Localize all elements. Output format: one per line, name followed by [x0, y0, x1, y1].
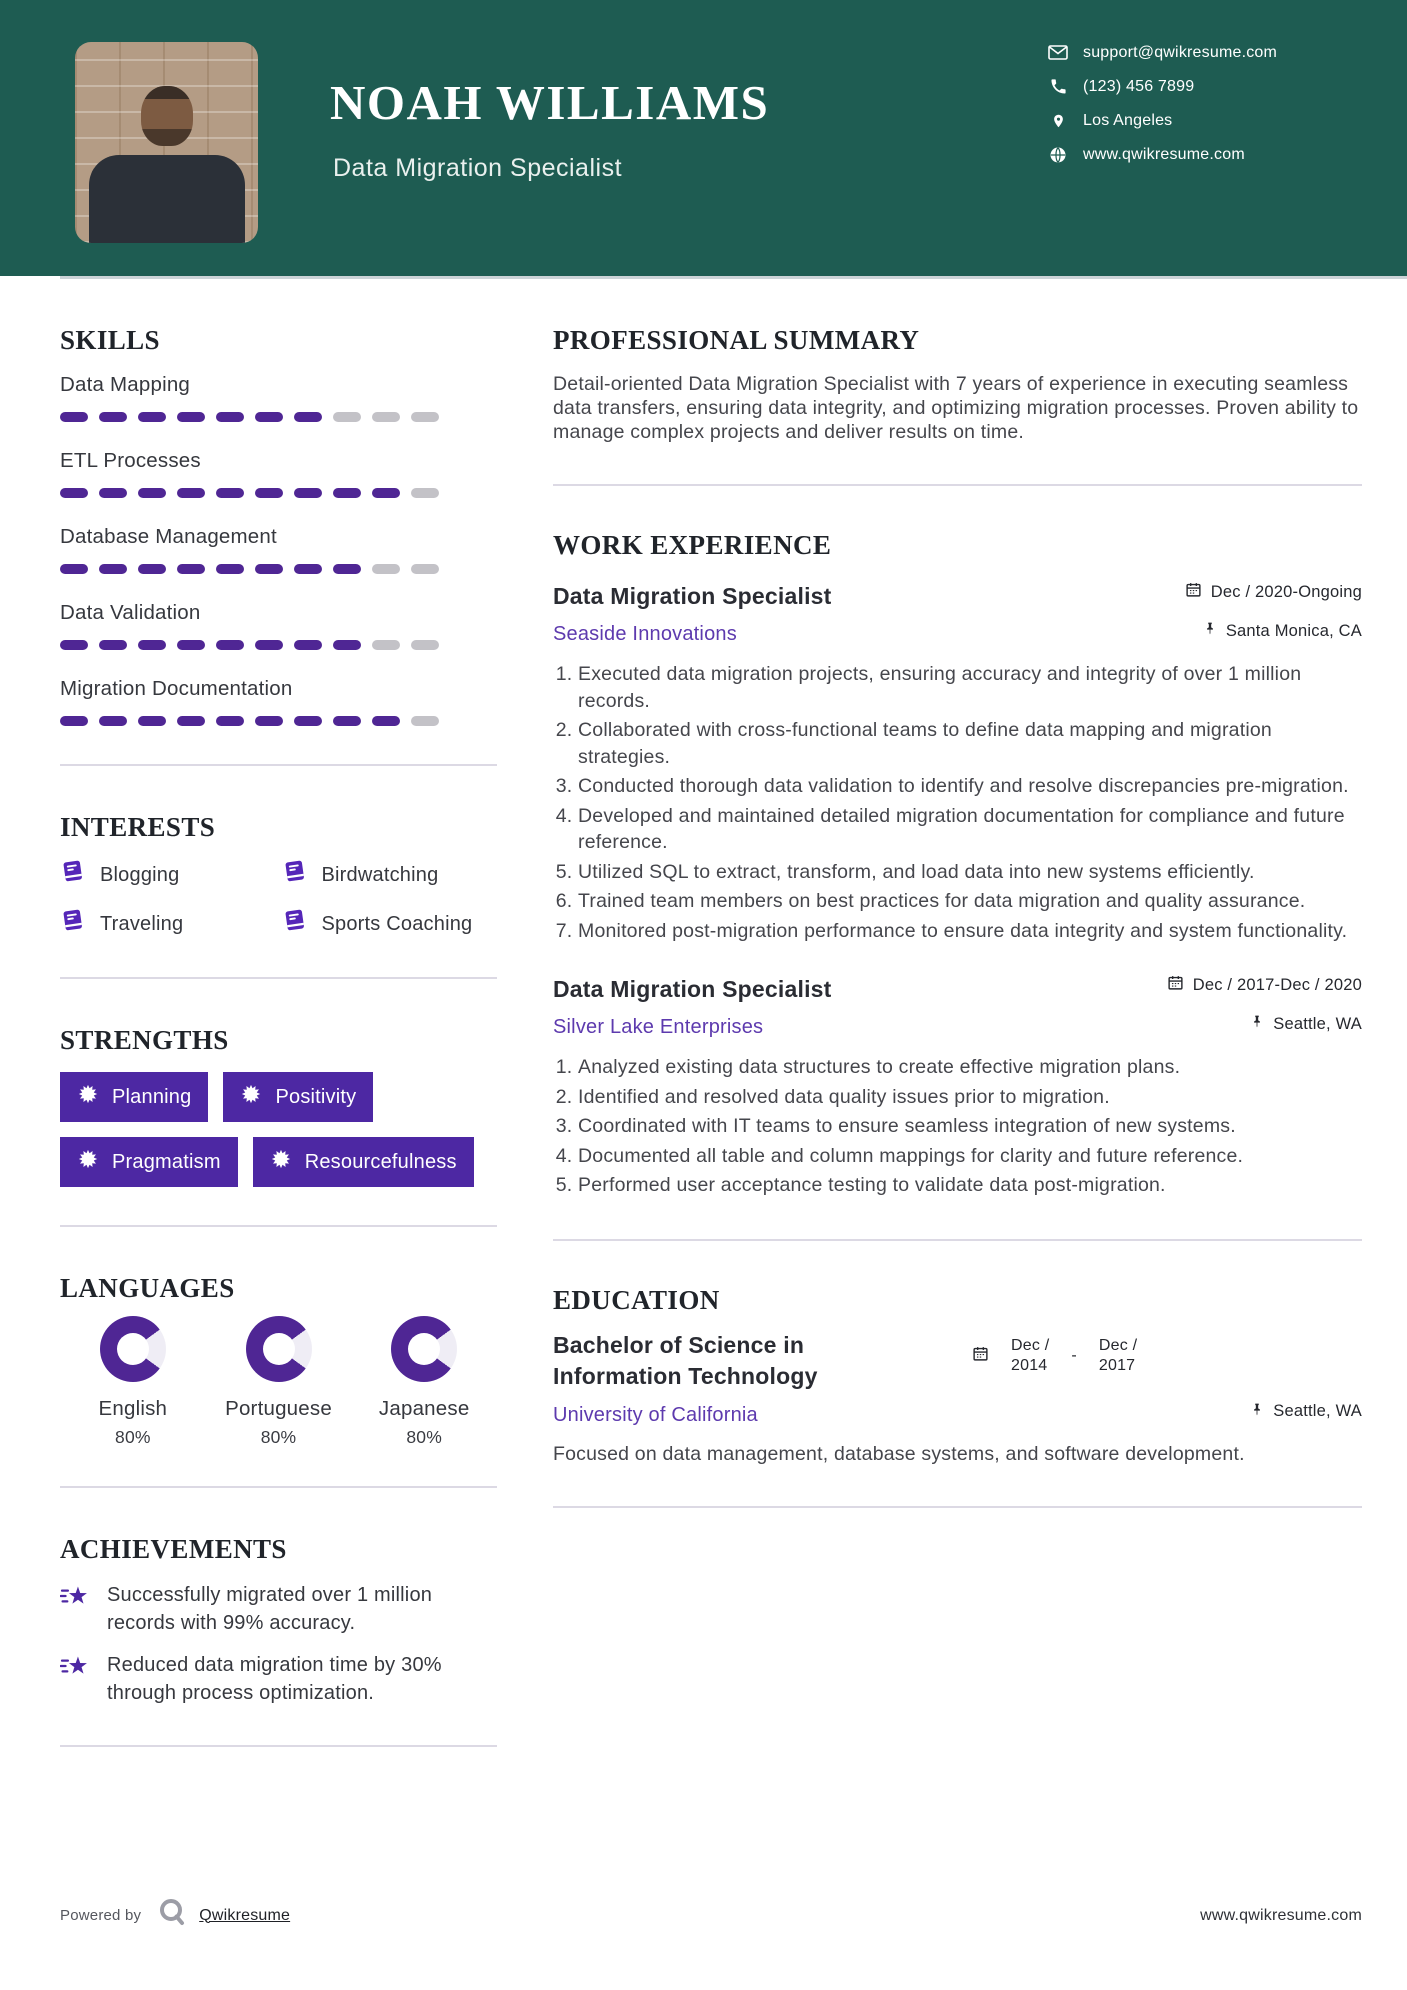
skill-dash-filled	[177, 564, 205, 574]
skill-item	[60, 372, 497, 422]
contact-list	[1048, 42, 1277, 178]
job-bullet: 6. Trained team members on best practices for data migration and quality assurance.	[578, 888, 1362, 915]
section-divider	[553, 1506, 1362, 1508]
skill-dash-filled	[177, 488, 205, 498]
experience-section	[553, 530, 1362, 1199]
language-donut	[246, 1316, 312, 1382]
skill-dash-filled	[294, 640, 322, 650]
section-divider	[60, 1745, 497, 1747]
strength-badge	[253, 1137, 474, 1187]
interest-item	[282, 908, 498, 939]
skill-dash-empty	[411, 716, 439, 726]
language-name: Japanese	[378, 1397, 470, 1420]
job-entry	[553, 581, 1362, 944]
skill-dash-filled	[216, 716, 244, 726]
skill-dash-filled	[255, 716, 283, 726]
skill-dash-filled	[255, 412, 283, 422]
skill-level-bar	[60, 488, 497, 498]
language-donut	[391, 1316, 457, 1382]
skill-dash-filled	[60, 564, 88, 574]
education-heading: EDUCATION	[553, 1284, 720, 1315]
summary-heading: PROFESSIONAL SUMMARY	[553, 325, 920, 355]
book-icon	[60, 859, 85, 890]
skill-level-bar	[60, 716, 497, 726]
pushpin-icon	[1203, 621, 1217, 641]
skill-dash-empty	[372, 412, 400, 422]
job-location-text: Santa Monica, CA	[1225, 621, 1362, 640]
skill-dash-filled	[60, 412, 88, 422]
interest-item	[282, 859, 498, 890]
skill-dash-filled	[333, 640, 361, 650]
skill-dash-filled	[255, 488, 283, 498]
achievement-item	[60, 1581, 497, 1637]
section-divider	[553, 1239, 1362, 1241]
skill-dash-filled	[60, 488, 88, 498]
skill-item	[60, 676, 497, 726]
languages-list	[60, 1316, 497, 1448]
language-item	[206, 1316, 352, 1448]
job-title: Data Migration Specialist	[553, 976, 832, 1002]
strength-badges	[60, 1072, 497, 1187]
calendar-icon	[1185, 581, 1202, 603]
job-location	[1203, 621, 1362, 641]
strength-badge	[223, 1072, 373, 1122]
phone-icon	[1048, 78, 1068, 95]
right-column	[553, 276, 1362, 1793]
language-name: Portuguese	[225, 1397, 332, 1420]
starburst-icon	[77, 1083, 99, 1111]
skill-level-bar	[60, 564, 497, 574]
skill-dash-empty	[411, 564, 439, 574]
job-location-text: Seattle, WA	[1273, 1014, 1362, 1033]
interest-label: Sports Coaching	[321, 912, 473, 935]
skill-dash-filled	[99, 640, 127, 650]
pushpin-icon	[1250, 1402, 1264, 1422]
education-date-start	[1011, 1336, 1049, 1376]
strength-label: Pragmatism	[112, 1150, 221, 1173]
qwikresume-logo-icon	[157, 1897, 187, 1934]
contact-website	[1048, 144, 1277, 165]
shooting-star-icon	[60, 1651, 90, 1707]
job-location	[1250, 1014, 1362, 1034]
job-bullet: 7. Monitored post-migration performance to ensure data integrity and system functionality.	[578, 918, 1362, 945]
contact-website-text: www.qwikresume.com	[1083, 145, 1245, 163]
qwikresume-brand-link[interactable]: Qwikresume	[199, 1906, 291, 1924]
skill-dash-filled	[255, 640, 283, 650]
skill-dash-filled	[294, 412, 322, 422]
contact-phone	[1048, 76, 1277, 97]
skill-dash-filled	[138, 716, 166, 726]
education-date-end	[1099, 1336, 1137, 1376]
language-item	[60, 1316, 206, 1448]
starburst-icon	[270, 1148, 292, 1176]
language-item	[351, 1316, 497, 1448]
skill-dash-filled	[294, 564, 322, 574]
achievement-text: Successfully migrated over 1 million records with 99% accuracy.	[107, 1584, 433, 1634]
skill-dash-filled	[99, 716, 127, 726]
header	[0, 0, 1407, 276]
starburst-icon	[77, 1148, 99, 1176]
section-divider	[60, 764, 497, 766]
skill-dash-empty	[411, 640, 439, 650]
skill-dash-filled	[333, 488, 361, 498]
skill-item	[60, 600, 497, 650]
pushpin-icon	[1250, 1014, 1264, 1034]
strength-label: Resourcefulness	[304, 1150, 457, 1173]
education-section	[553, 1285, 1362, 1466]
job-dates	[1185, 581, 1362, 603]
skill-dash-filled	[333, 564, 361, 574]
calendar-icon	[972, 1345, 989, 1367]
skill-dash-filled	[372, 716, 400, 726]
skill-dash-filled	[99, 412, 127, 422]
education-dates	[972, 1330, 1137, 1376]
summary-text: Detail-oriented Data Migration Specialist with 7 years of experience in executing seamless data transfers, ensuring data integrity, and optimizing migration processes. Proven ability to manage complex projects and deliver results on time.	[553, 373, 1359, 443]
languages-section	[60, 1273, 497, 1448]
interest-item	[60, 908, 276, 939]
contact-email-text: support@qwikresume.com	[1083, 43, 1278, 61]
job-bullet: 1. Analyzed existing data structures to create effective migration plans.	[578, 1054, 1362, 1081]
experience-heading: WORK EXPERIENCE	[553, 530, 832, 560]
skill-dash-filled	[216, 564, 244, 574]
education-date-start-month: Dec /	[1011, 1336, 1050, 1354]
profile-photo	[75, 42, 258, 243]
skill-dash-filled	[216, 640, 244, 650]
job-bullet: 5. Utilized SQL to extract, transform, and load data into new systems efficiently.	[578, 859, 1362, 886]
job-dates-text: Dec / 2017-Dec / 2020	[1192, 975, 1362, 994]
education-date-separator: -	[1071, 1346, 1077, 1364]
skill-dash-filled	[177, 716, 205, 726]
book-icon	[60, 908, 85, 939]
globe-icon	[1048, 146, 1068, 164]
interest-label: Blogging	[100, 863, 180, 886]
language-percent: 80%	[406, 1427, 442, 1447]
skill-dash-filled	[333, 716, 361, 726]
job-bullet: 2. Identified and resolved data quality issues prior to migration.	[578, 1084, 1362, 1111]
left-column	[60, 276, 497, 1793]
skill-name: Migration Documentation	[60, 677, 293, 700]
job-bullet-list	[553, 661, 1362, 944]
interests-grid	[60, 859, 497, 939]
skill-dash-empty	[411, 412, 439, 422]
skill-dash-filled	[138, 412, 166, 422]
skill-dash-filled	[138, 640, 166, 650]
job-dates	[1167, 974, 1362, 996]
skill-dash-filled	[372, 488, 400, 498]
interest-label: Birdwatching	[321, 863, 439, 886]
section-divider	[60, 1486, 497, 1488]
skill-dash-filled	[177, 412, 205, 422]
skill-dash-filled	[60, 640, 88, 650]
job-bullet: 5. Performed user acceptance testing to validate data post-migration.	[578, 1172, 1362, 1199]
achievements-section	[60, 1534, 497, 1707]
interest-item	[60, 859, 276, 890]
education-location-text: Seattle, WA	[1273, 1402, 1362, 1420]
footer-site-url: www.qwikresume.com	[1200, 1906, 1362, 1924]
skill-dash-filled	[60, 716, 88, 726]
person-name: NOAH WILLIAMS	[330, 75, 770, 130]
skill-name: Data Mapping	[60, 373, 191, 396]
powered-by-label: Powered by	[60, 1907, 142, 1924]
email-icon	[1048, 45, 1068, 60]
skill-dash-empty	[411, 488, 439, 498]
content	[0, 276, 1407, 1793]
job-bullet: 4. Documented all table and column mappings for clarity and future reference.	[578, 1143, 1362, 1170]
section-divider	[60, 977, 497, 979]
achievement-item	[60, 1651, 497, 1707]
strength-badge	[60, 1137, 238, 1187]
skill-name: ETL Processes	[60, 449, 201, 472]
person-title: Data Migration Specialist	[333, 154, 623, 182]
calendar-icon	[1167, 974, 1184, 996]
job-company: Seaside Innovations	[553, 623, 737, 645]
job-bullet: 3. Coordinated with IT teams to ensure seamless integration of new systems.	[578, 1113, 1362, 1140]
skill-name: Database Management	[60, 525, 277, 548]
interests-section	[60, 812, 497, 939]
education-degree: Bachelor of Science in Information Technology	[553, 1331, 818, 1389]
strengths-heading: STRENGTHS	[60, 1025, 229, 1055]
skill-dash-filled	[99, 564, 127, 574]
skill-dash-filled	[177, 640, 205, 650]
skill-dash-filled	[138, 564, 166, 574]
starburst-icon	[240, 1083, 262, 1111]
skill-dash-filled	[216, 488, 244, 498]
contact-phone-text: (123) 456 7899	[1083, 77, 1195, 95]
skill-dash-filled	[255, 564, 283, 574]
job-title: Data Migration Specialist	[553, 583, 832, 609]
location-icon	[1048, 112, 1068, 130]
job-dates-text: Dec / 2020-Ongoing	[1210, 582, 1362, 601]
education-description: Focused on data management, database systems, and software development.	[553, 1442, 1245, 1465]
skill-dash-empty	[372, 564, 400, 574]
strengths-section	[60, 1025, 497, 1187]
photo-decoration	[141, 86, 193, 146]
achievements-heading: ACHIEVEMENTS	[60, 1534, 287, 1564]
skill-dash-filled	[99, 488, 127, 498]
book-icon	[282, 859, 307, 890]
achievement-text: Reduced data migration time by 30% through process optimization.	[107, 1654, 442, 1704]
education-date-end-month: Dec /	[1098, 1336, 1138, 1354]
section-divider	[553, 484, 1362, 486]
job-bullet: 4. Developed and maintained detailed migration documentation for compliance and future reference.	[578, 803, 1362, 856]
job-bullet: 3. Conducted thorough data validation to identify and resolve discrepancies pre-migration.	[578, 773, 1362, 800]
skill-item	[60, 448, 497, 498]
skills-section	[60, 325, 497, 726]
footer	[60, 1897, 1362, 1934]
language-percent: 80%	[260, 1427, 297, 1447]
interest-label: Traveling	[100, 912, 184, 935]
contact-location-text: Los Angeles	[1083, 111, 1173, 129]
book-icon	[282, 908, 307, 939]
skill-name: Data Validation	[60, 601, 201, 624]
job-bullet-list	[553, 1054, 1362, 1199]
education-date-start-year: 2014	[1011, 1356, 1048, 1374]
skill-dash-filled	[138, 488, 166, 498]
skill-level-bar	[60, 412, 497, 422]
skill-dash-empty	[333, 412, 361, 422]
section-divider	[60, 1225, 497, 1227]
job-entry	[553, 974, 1362, 1199]
contact-location	[1048, 110, 1277, 131]
strength-label: Planning	[112, 1085, 192, 1108]
languages-heading: LANGUAGES	[60, 1273, 235, 1303]
skill-dash-empty	[372, 640, 400, 650]
education-school: University of California	[553, 1403, 758, 1426]
interests-heading: INTERESTS	[60, 812, 216, 842]
job-company: Silver Lake Enterprises	[553, 1016, 764, 1038]
job-bullet: 2. Collaborated with cross-functional teams to define data mapping and migration strategies.	[578, 717, 1362, 770]
language-donut	[100, 1316, 166, 1382]
summary-section	[553, 325, 1362, 444]
content-card-edge	[60, 276, 1407, 279]
strength-label: Positivity	[275, 1085, 357, 1108]
skill-dash-filled	[216, 412, 244, 422]
skill-item	[60, 524, 497, 574]
strength-badge	[60, 1072, 208, 1122]
language-percent: 80%	[115, 1427, 151, 1447]
photo-decoration	[89, 155, 245, 243]
shooting-star-icon	[60, 1581, 90, 1637]
skill-level-bar	[60, 640, 497, 650]
job-bullet: 1. Executed data migration projects, ensuring accuracy and integrity of over 1 million records.	[578, 661, 1362, 714]
education-date-end-year: 2017	[1098, 1356, 1136, 1374]
skill-dash-filled	[294, 716, 322, 726]
contact-email	[1048, 42, 1277, 63]
skills-heading: SKILLS	[60, 325, 160, 355]
skill-dash-filled	[294, 488, 322, 498]
education-location	[1250, 1402, 1362, 1422]
language-name: English	[98, 1397, 168, 1420]
